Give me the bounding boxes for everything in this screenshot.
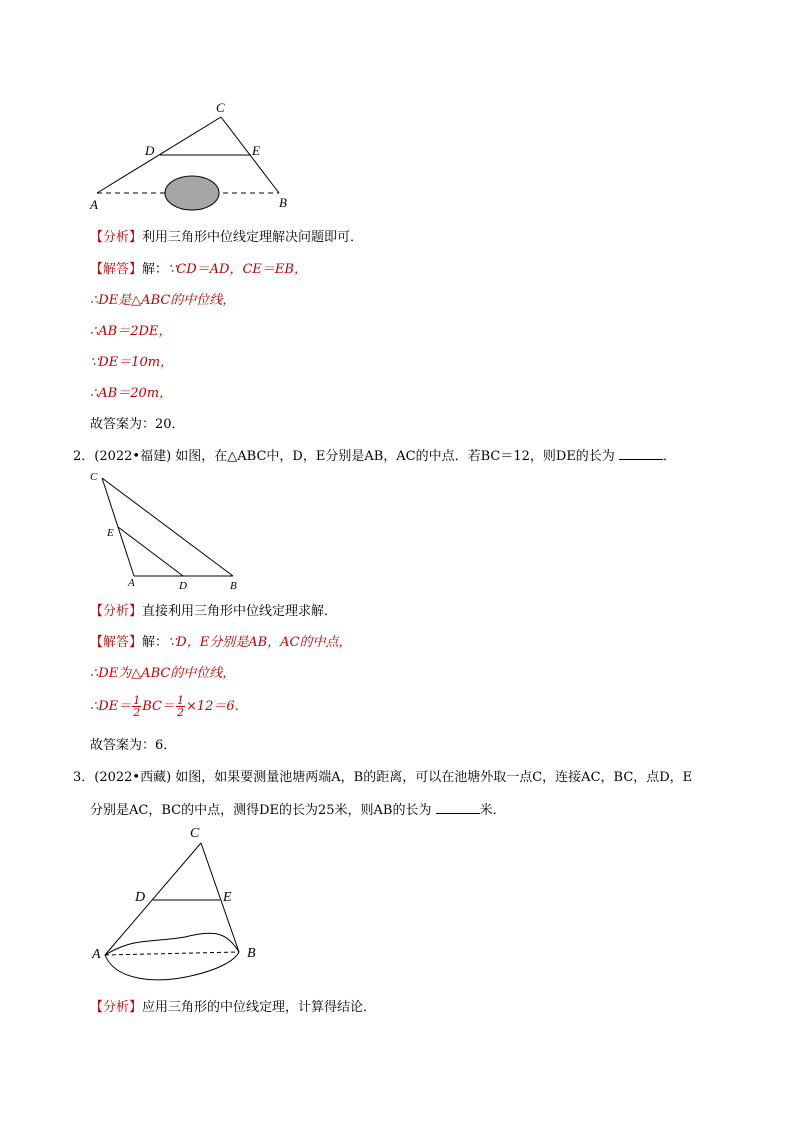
analysis-text: 利用三角形中位线定理解决问题即可． (142, 230, 364, 245)
fig3-label-d: D (135, 890, 146, 905)
frac-denominator: 2 (133, 706, 141, 719)
fig1-label-b: B (279, 195, 287, 210)
figure-2-triangle (90, 468, 250, 593)
q2-solution-line-2: ∴DE为△ABC的中位线， (90, 666, 236, 681)
q1-answer: 故答案为：20． (90, 417, 185, 432)
q2-stem-end: ． (662, 449, 676, 464)
q1-analysis (90, 229, 363, 247)
fraction-half-2 (176, 695, 185, 718)
analysis-text: 直接利用三角形中位线定理求解． (142, 604, 338, 619)
fig2-label-d: D (179, 580, 187, 592)
figure-1-triangle-pond (85, 95, 300, 215)
q3-stem-line-2 (90, 801, 506, 820)
q1-solution-line-3: ∴AB＝2DE， (90, 324, 172, 339)
q2-stem (73, 447, 676, 466)
fig3-label-c: C (190, 826, 200, 841)
answer-blank (436, 801, 480, 814)
q1-solution-line-5: ∴AB＝20m， (90, 386, 173, 401)
fig3-label-e: E (223, 890, 232, 905)
fraction-half-1 (132, 695, 141, 718)
figure-3-triangle-pond (95, 825, 265, 995)
fig1-label-a: A (90, 197, 98, 212)
fig2-label-b: B (230, 580, 237, 592)
fig2-label-e: E (107, 527, 114, 539)
fig1-label-e: E (252, 143, 260, 158)
solution-tag: 【解答】 (90, 635, 143, 650)
solution-lead: 解： (142, 635, 169, 650)
fig1-label-c: C (216, 100, 225, 115)
frac-numerator: 1 (133, 694, 141, 707)
eq-part-3: ×12＝6． (185, 699, 248, 714)
fig2-label-a: A (128, 577, 135, 589)
fig1-label-d: D (145, 143, 155, 158)
analysis-tag: 【分析】 (90, 230, 143, 245)
fig3-label-a: A (92, 947, 101, 962)
solution-lead: 解： (142, 262, 169, 277)
q2-solution-line-1 (90, 634, 352, 652)
q1-solution-line-1 (90, 261, 307, 279)
fig3-label-b: B (247, 946, 256, 961)
fig2-label-c: C (90, 471, 98, 483)
q1-solution-line-4: ∵DE＝10m， (90, 355, 174, 370)
solution-tag: 【解答】 (90, 262, 143, 277)
analysis-tag: 【分析】 (90, 604, 143, 619)
q3-analysis (90, 999, 376, 1017)
eq-part-1: ∴DE＝ (90, 699, 132, 714)
eq-part-2: BC＝ (142, 699, 175, 714)
solution-step: ∵CD＝AD，CE＝EB， (168, 262, 307, 277)
q1-solution-line-2: ∴DE是△ABC的中位线， (90, 293, 236, 308)
q3-stem-end: 米． (479, 803, 506, 818)
q2-stem-text: 2．(2022•福建) 如图，在△ABC中，D，E分别是AB，AC的中点．若BC＝12，则DE的长为 (73, 449, 619, 464)
solution-step: ∵D，E分别是AB，AC的中点， (168, 635, 352, 650)
q2-solution-line-3 (90, 694, 248, 720)
q3-stem-text: 分别是AC，BC的中点，测得DE的长为25米，则AB的长为 (90, 803, 436, 818)
analysis-tag: 【分析】 (90, 1000, 143, 1015)
frac-numerator: 1 (176, 694, 184, 707)
analysis-text: 应用三角形的中位线定理，计算得结论． (142, 1000, 377, 1015)
q2-analysis (90, 603, 337, 621)
q2-answer: 故答案为：6． (90, 738, 177, 753)
frac-denominator: 2 (176, 706, 184, 719)
answer-blank (619, 447, 663, 460)
q3-stem-line-1: 3．(2022•西藏) 如图，如果要测量池塘两端A，B的距离，可以在池塘外取一点C，连接AC，BC，点D，E (73, 770, 693, 785)
